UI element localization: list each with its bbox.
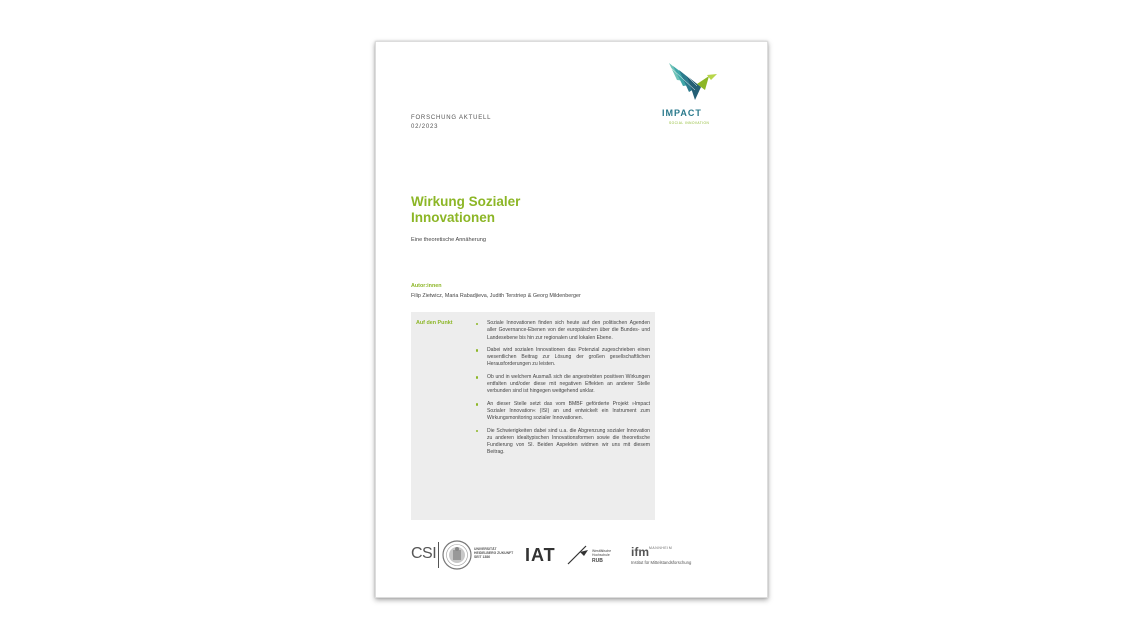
document-title [411,194,520,226]
series-header [411,114,491,132]
csi-divider [438,542,439,568]
series-issue: 02/2023 [411,124,439,130]
impact-wordmark: IMPACT [662,108,702,118]
ifm-institute-name: Institut für Mittelstandsforschung [631,560,692,565]
csi-logo: CSI [411,545,437,562]
summary-label: Auf den Punkt [416,320,453,326]
summary-bullet: An dieser Stelle setzt das vom BMBF geförderte Projekt »Impact Sozialer Innovation« (ISI) an und entwickelt ein Instrument zum Wirkungsmonitoring sozialer Innovationen. [475,401,650,423]
iat-logo: IAT [525,545,556,565]
summary-box [411,312,655,520]
university-seal-icon [442,540,472,570]
summary-bullet: Ob und in welchem Ausmaß sich die angestrebten positiven Wirkungen entfalten und/oder diese mit negativen Effekten an anderer Stelle verbunden sind ist hingegen weitgehend unklar. [475,374,650,396]
iat-partner-2: RUB [592,558,603,564]
document-subtitle: Eine theoretische Annäherung [411,237,486,243]
ifm-city: MANNHEIM [649,546,673,550]
series-name: FORSCHUNG AKTUELL [411,115,492,121]
document-page [375,41,768,598]
university-name: UNIVERSITÄT HEIDELBERG ZUKUNFT SEIT 1386 [474,547,514,559]
summary-bullet-list [475,320,650,462]
summary-bullet: Soziale Innovationen finden sich heute auf den politischen Agenden aller Governance-Ebenen von der europäischen über die Bundes- und Landesebene bis hin zur regionalen und lokalen Ebene. [475,320,650,342]
summary-bullet: Die Schwierigkeiten dabei sind u.a. die Abgrenzung sozialer Innovation zu anderen idealtypischen Innovationsformen sowie die theoretische Fundierung von SI. Beiden Aspekten widmen wir uns mit diesem Beitrag. [475,428,650,457]
partner-logos [411,536,731,576]
iat-partner-1: Westfälische Hochschule [592,549,612,557]
ifm-logo: ifm [631,545,649,559]
summary-bullet: Dabei wird sozialen Innovationen das Potenzial zugeschrieben einen wesentlichen Beitrag zur Lösung der großen gesellschaftlichen Herausforderungen zu leisten. [475,347,650,369]
title-line-1: Wirkung Sozialer [411,194,521,209]
impact-tagline: SOCIAL INNOVATION [669,121,710,125]
iat-slash-icon [566,544,592,566]
title-line-2: Innovationen [411,210,495,225]
hummingbird-icon [667,60,719,106]
authors-label: Autor:innen [411,283,442,289]
iat-partners [592,549,622,563]
authors-names: Filip Zietwicz, Maria Rabadjieva, Judith Terstriep & Georg Mildenberger [411,293,581,299]
